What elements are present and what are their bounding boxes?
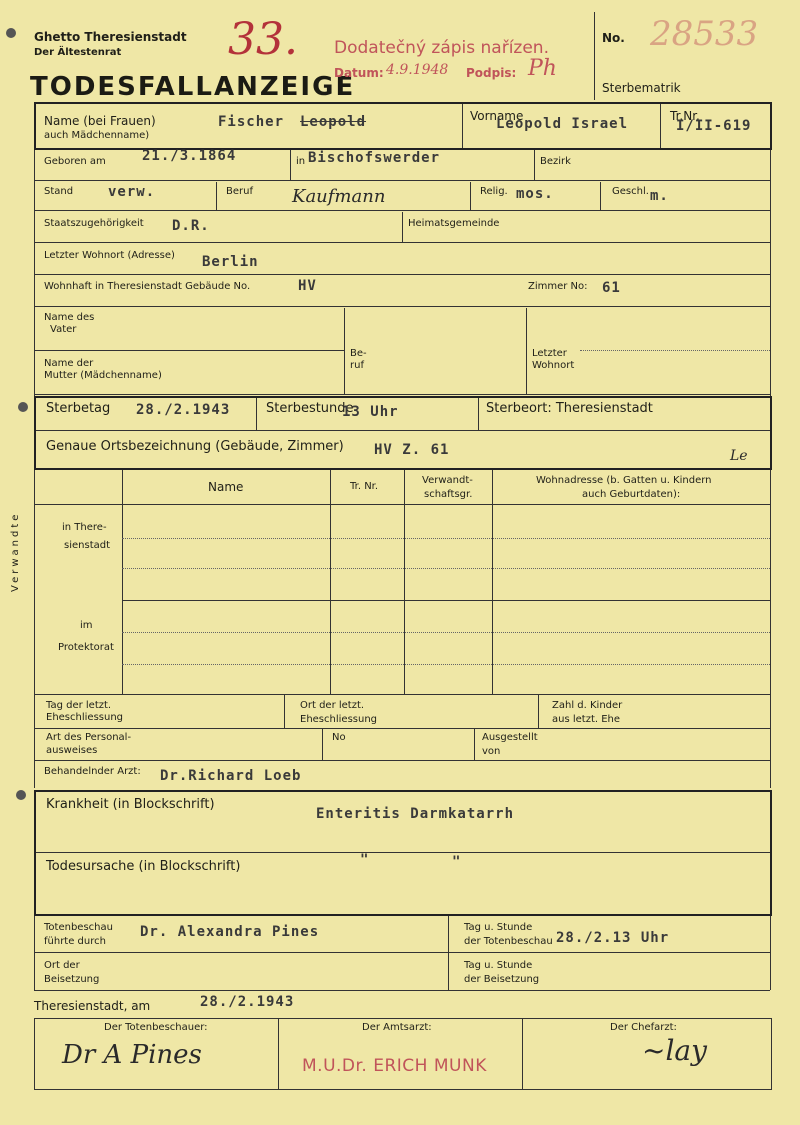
line-r7 — [34, 394, 770, 395]
totenbeschauer-label: Der Totenbeschauer: — [104, 1022, 208, 1033]
vline-sign-a — [278, 1018, 279, 1090]
chefarzt-label: Der Chefarzt: — [610, 1022, 677, 1033]
vorname-value: Leopold Israel — [496, 116, 629, 132]
vline-rel-left — [34, 500, 35, 788]
stamp-date-value: 4.9.1948 — [386, 62, 449, 78]
staat-label: Staatszugehörigkeit — [44, 218, 144, 229]
line-r5 — [34, 274, 770, 275]
kinder-label-2: aus letzt. Ehe — [552, 714, 621, 725]
line-ausweis-bot — [34, 760, 770, 761]
ausweis-label-2: ausweises — [46, 745, 98, 756]
line-beschau-bot — [34, 990, 770, 991]
vline-ausweis-a — [322, 728, 323, 760]
mutter-label-2: Mutter (Mädchenname) — [44, 370, 162, 381]
vline-rel-1 — [122, 470, 123, 694]
vline-r3a — [216, 182, 217, 210]
rel-wohn-header-2: auch Geburtdaten): — [582, 489, 681, 500]
sterbestunde-value: 13 Uhr — [342, 404, 399, 420]
line-rel-head — [34, 504, 770, 505]
stamp-amtsarzt: M.U.Dr. ERICH MUNK — [302, 1056, 487, 1076]
sterbestunde-label: Sterbestunde — [266, 401, 354, 416]
vline-right-r2 — [770, 150, 771, 396]
rel-verwandt-header-1: Verwandt- — [422, 475, 473, 486]
place-date-value: 28./2.1943 — [200, 994, 295, 1010]
struck-name-value: Leopold — [300, 114, 367, 130]
beruf2-label-1: Be- — [350, 348, 367, 359]
stamp-date-label: Datum: — [334, 66, 384, 80]
beisetzung-ort-1: Ort der — [44, 960, 80, 971]
heimat-label: Heimatsgemeinde — [408, 218, 500, 229]
vater-label-2: Vater — [50, 324, 77, 335]
stand-value: verw. — [108, 184, 156, 200]
vline-rel-4 — [492, 470, 493, 694]
vline-r3b — [470, 182, 471, 210]
stand-label: Stand — [44, 186, 74, 197]
rel-mid-line — [122, 600, 770, 601]
beisetzung-tag-2: der Beisetzung — [464, 974, 540, 985]
vline-rel-3 — [404, 470, 405, 694]
line-death-mid — [36, 430, 770, 431]
vline-marriage-a — [284, 694, 285, 728]
punch-hole-low — [16, 790, 26, 800]
surname-value: Fischer — [218, 114, 285, 130]
no-value: 28533 — [650, 14, 759, 54]
geschl-value: m. — [650, 188, 669, 204]
org-line-2: Der Ältestenrat — [34, 47, 122, 58]
totenbeschau-value: Dr. Alexandra Pines — [140, 924, 320, 940]
letzter-label-2: Wohnort — [532, 360, 575, 371]
trnr-value: I/II-619 — [676, 118, 752, 134]
zimmer-label: Zimmer No: — [528, 281, 588, 292]
vline-death-b — [478, 398, 479, 430]
line-marriage-top — [34, 694, 770, 695]
totenbeschau-label-2: führte durch — [44, 936, 106, 947]
stamp-title: Dodatečný zápis nařízen. — [334, 38, 549, 58]
name-divider-2 — [660, 104, 661, 148]
initials-mark: Le — [730, 448, 748, 464]
im-2: Protektorat — [58, 642, 114, 653]
letzter-label-1: Letzter — [532, 348, 567, 359]
geboren-label: Geboren am — [44, 156, 106, 167]
arzt-value: Dr.Richard Loeb — [160, 768, 302, 784]
vline-sign-b — [522, 1018, 523, 1090]
rel-side-label: Verwandte — [10, 511, 21, 592]
staat-value: D.R. — [172, 218, 210, 234]
beruf-value: Kaufmann — [292, 186, 386, 207]
rel-dot-2 — [122, 568, 770, 569]
vline-r7a — [344, 308, 345, 394]
name-divider-1 — [462, 104, 463, 148]
in-label: in — [296, 156, 306, 167]
sterbematrik-label: Sterbematrik — [602, 81, 681, 95]
stamp-signature: Ph — [528, 56, 557, 81]
ausweis-no-label: No — [332, 732, 346, 743]
vline-rel-right — [770, 470, 771, 788]
totenbeschau-label-1: Totenbeschau — [44, 922, 113, 933]
vline-beschau-right — [770, 916, 771, 990]
wohnort-label: Letzter Wohnort (Adresse) — [44, 250, 175, 261]
krankheit-label: Krankheit (in Blockschrift) — [46, 797, 215, 812]
rel-verwandt-header-2: schaftsgr. — [424, 489, 473, 500]
tagstunde-label-1: Tag u. Stunde — [464, 922, 533, 933]
sterbetag-label: Sterbetag — [46, 401, 111, 416]
kinder-label-1: Zahl d. Kinder — [552, 700, 623, 711]
ausweis-label-1: Art des Personal- — [46, 732, 132, 743]
line-beschau-mid — [34, 952, 770, 953]
rel-dot-3 — [122, 632, 770, 633]
no-label: No. — [602, 31, 625, 45]
signature-chefarzt: ~lay — [642, 1034, 707, 1067]
sterbeort-label: Sterbeort: Theresienstadt — [486, 401, 653, 416]
geschl-label: Geschl. — [612, 186, 649, 197]
vline-r2b — [534, 150, 535, 180]
rel-name-header: Name — [208, 480, 244, 494]
beruf2-label-2: ruf — [350, 360, 364, 371]
punch-hole-top — [6, 28, 16, 38]
bezirk-label: Bezirk — [540, 156, 571, 167]
todesursache-label: Todesursache (in Blockschrift) — [46, 859, 241, 874]
ausgestellt-label-1: Ausgestellt — [482, 732, 538, 743]
vline-rel-2 — [330, 470, 331, 694]
line-r6 — [34, 306, 770, 307]
ortsbez-label: Genaue Ortsbezeichnung (Gebäude, Zimmer) — [46, 439, 344, 454]
org-line-1: Ghetto Theresienstadt — [34, 30, 187, 44]
geboren-value: 21./3.1864 — [142, 148, 237, 164]
rel-wohn-header-1: Wohnadresse (b. Gatten u. Kindern — [536, 475, 712, 486]
relig-value: mos. — [516, 186, 554, 202]
ortsbez-value: HV Z. 61 — [374, 442, 450, 458]
handwritten-number: 33. — [228, 14, 298, 65]
gebaeude-value: HV — [298, 278, 317, 294]
tagstunde-value: 28./2.13 Uhr — [556, 930, 670, 946]
vline-death-a — [256, 398, 257, 430]
signature-totenbeschauer: Dr A Pines — [62, 1040, 202, 1070]
wohnort-value: Berlin — [202, 254, 259, 270]
krankheit-value: Enteritis Darmkatarrh — [316, 806, 515, 822]
line-r7-mid — [34, 350, 344, 351]
rel-dot-4 — [122, 664, 770, 665]
name-sublabel: auch Mädchenname) — [44, 130, 150, 141]
punch-hole-mid — [18, 402, 28, 412]
form-title: TODESFALLANZEIGE — [30, 72, 356, 102]
im-1: im — [80, 620, 93, 631]
in-there-1: in There- — [62, 522, 107, 533]
line-illness-mid — [36, 852, 770, 853]
vline-r4 — [402, 212, 403, 242]
header-divider — [594, 12, 595, 100]
line-r4 — [34, 242, 770, 243]
arzt-label: Behandelnder Arzt: — [44, 766, 141, 777]
ort-ehe-label-2: Eheschliessung — [300, 714, 378, 725]
tag-ehe-label-2: Eheschliessung — [46, 712, 124, 723]
sterbetag-value: 28./2.1943 — [136, 402, 231, 418]
trnr-label: Tr.Nr. — [670, 109, 700, 123]
ditto-mark-1: " — [360, 852, 370, 868]
ditto-mark-2: " — [452, 854, 462, 870]
beisetzung-tag-1: Tag u. Stunde — [464, 960, 533, 971]
relig-label: Relig. — [480, 186, 508, 197]
vline-r2a — [290, 150, 291, 180]
rel-dot-1 — [122, 538, 770, 539]
mutter-label-1: Name der — [44, 358, 94, 369]
beisetzung-ort-2: Beisetzung — [44, 974, 100, 985]
vline-r3c — [600, 182, 601, 210]
gebaeude-label: Wohnhaft in Theresienstadt Gebäude No. — [44, 281, 251, 292]
line-marriage-bot — [34, 728, 770, 729]
rel-trnr-header: Tr. Nr. — [350, 481, 379, 492]
vater-label-1: Name des — [44, 312, 95, 323]
tag-ehe-label-1: Tag der letzt. — [46, 700, 112, 711]
vorname-label: Vorname — [470, 109, 524, 123]
in-there-2: sienstadt — [64, 540, 111, 551]
vline-r7b — [526, 308, 527, 394]
vline-beschau-mid — [448, 916, 449, 990]
ausgestellt-label-2: von — [482, 746, 501, 757]
dot-r7-mid — [580, 350, 770, 351]
line-r3 — [34, 210, 770, 211]
zimmer-value: 61 — [602, 280, 621, 296]
beruf-label: Beruf — [226, 186, 253, 197]
vline-beschau-left — [34, 916, 35, 990]
amtsarzt-label: Der Amtsarzt: — [362, 1022, 432, 1033]
vline-ausweis-b — [474, 728, 475, 760]
name-label: Name (bei Frauen) — [44, 114, 156, 128]
geburtsort-value: Bischofswerder — [308, 150, 441, 166]
tagstunde-label-2: der Totenbeschau — [464, 936, 553, 947]
stamp-sign-label: Podpis: — [466, 66, 517, 80]
place-date-label: Theresienstadt, am — [34, 999, 151, 1013]
line-r2 — [34, 180, 770, 181]
vline-marriage-b — [538, 694, 539, 728]
ort-ehe-label-1: Ort der letzt. — [300, 700, 365, 711]
